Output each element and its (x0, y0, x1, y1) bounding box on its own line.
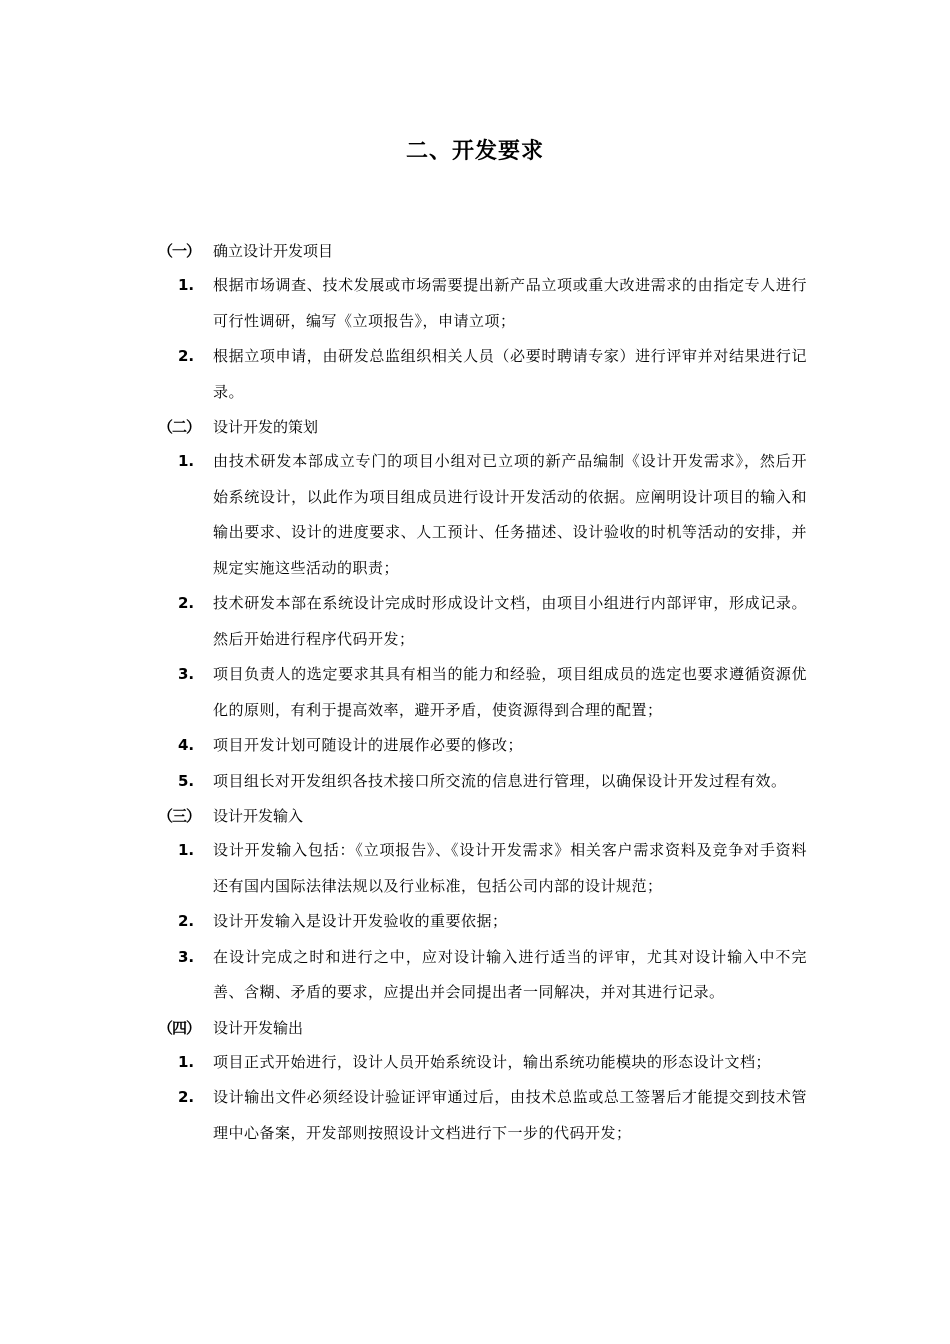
item-text: 项目负责人的选定要求其具有相当的能力和经验，项目组成员的选定也要求遵循资源优化的原则，有利于提高效率，避开矛盾，使资源得到合理的配置； (213, 665, 807, 719)
section-1 (0, 234, 950, 410)
list-item (0, 728, 950, 764)
list-item (0, 940, 950, 1011)
item-number: 1. (178, 276, 195, 294)
list-item (0, 764, 950, 800)
list-item (0, 1045, 950, 1081)
item-text: 根据市场调查、技术发展或市场需要提出新产品立项或重大改进需求的由指定专人进行可行性调研，编写《立项报告》，申请立项； (213, 276, 807, 330)
item-number: 2. (178, 594, 195, 612)
section-number: （一） (158, 242, 201, 260)
item-number: 1. (178, 841, 195, 859)
section-title: 确立设计开发项目 (213, 242, 334, 260)
section-number: （四） (158, 1018, 201, 1037)
list-item (0, 904, 950, 940)
item-number: 2. (178, 347, 195, 365)
item-text: 项目正式开始进行，设计人员开始系统设计，输出系统功能模块的形态设计文档； (213, 1052, 772, 1071)
section-number: （三） (158, 807, 201, 825)
list-item (0, 268, 950, 339)
item-text: 在设计完成之时和进行之中，应对设计输入进行适当的评审，尤其对设计输入中不完善、含糊、矛盾的要求，应提出并会同提出者一同解决，并对其进行记录。 (213, 947, 807, 1001)
item-text: 设计开发输入是设计开发验收的重要依据； (213, 912, 508, 930)
item-text: 项目组长对开发组织各技术接口所交流的信息进行管理，以确保设计开发过程有效。 (213, 771, 787, 790)
section-3 (0, 799, 950, 1011)
item-number: 3. (178, 665, 195, 683)
item-number: 5. (178, 771, 195, 790)
list-item (0, 444, 950, 586)
item-number: 2. (178, 1088, 195, 1106)
section-4 (0, 1011, 950, 1152)
page-title: 二、开发要求 (405, 139, 544, 164)
list-item (0, 1080, 950, 1151)
document-body (0, 234, 950, 1151)
section-heading (0, 410, 950, 444)
section-title: 设计开发输入 (213, 807, 304, 825)
item-number: 2. (178, 912, 195, 930)
section-2 (0, 410, 950, 799)
section-title: 设计开发的策划 (213, 418, 319, 436)
item-text: 由技术研发本部成立专门的项目小组对已立项的新产品编制《设计开发需求》，然后开始系统设计，以此作为项目组成员进行设计开发活动的依据。应阐明设计项目的输入和输出要求、设计的进度要求、人工预计、任务描述、设计验收的时机等活动的安排，并规定实施这些活动的职责； (213, 452, 807, 577)
item-text: 设计开发输入包括：《立项报告》、《设计开发需求》相关客户需求资料及竞争对手资料还有国内国际法律法规以及行业标准，包括公司内部的设计规范； (213, 841, 807, 895)
section-heading (0, 799, 950, 833)
section-title: 设计开发输出 (213, 1018, 304, 1037)
section-heading (0, 1011, 950, 1045)
item-text: 项目开发计划可随设计的进展作必要的修改； (213, 736, 524, 754)
item-text: 根据立项申请，由研发总监组织相关人员（必要时聘请专家）进行评审并对结果进行记录。 (213, 347, 807, 401)
item-text: 技术研发本部在系统设计完成时形成设计文档，由项目小组进行内部评审，形成记录。然后开始进行程序代码开发； (213, 594, 807, 648)
item-number: 3. (178, 947, 195, 966)
item-number: 4. (178, 736, 195, 754)
item-text: 设计输出文件必须经设计验证评审通过后，由技术总监或总工签署后才能提交到技术管理中心备案，开发部则按照设计文档进行下一步的代码开发； (213, 1088, 807, 1142)
list-item (0, 339, 950, 410)
section-heading (0, 234, 950, 268)
section-number: （二） (158, 418, 201, 436)
list-item (0, 833, 950, 904)
list-item (0, 657, 950, 728)
list-item (0, 586, 950, 657)
item-number: 1. (178, 1052, 195, 1071)
item-number: 1. (178, 452, 195, 470)
